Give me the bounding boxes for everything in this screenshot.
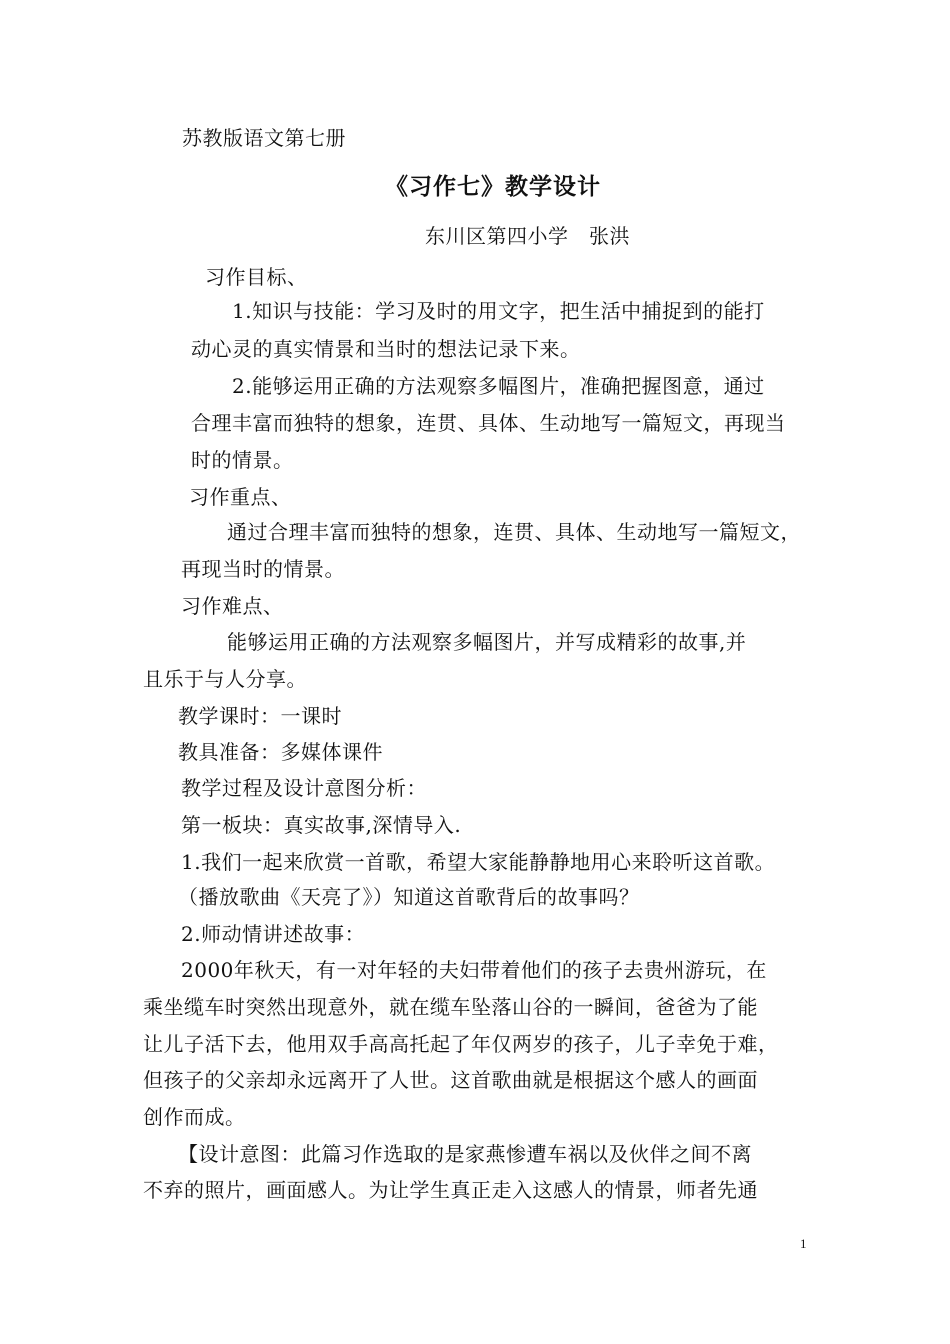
key-points-heading: 习作重点、 [189,485,292,509]
story-line-5: 创作而成。 [143,1105,246,1129]
step-1-line-2: （播放歌曲《天亮了》）知道这首歌背后的故事吗？ [178,885,640,909]
story-line-3: 让儿子活下去，他用双手高高托起了年仅两岁的孩子，儿子幸免于难， [143,1032,779,1056]
design-intent-line-1: 【设计意图：此篇习作选取的是家燕惨遭车祸以及伙伴之间不离 [178,1142,752,1166]
page-number: 1 [800,1236,807,1251]
key-points-line-2: 再现当时的情景。 [181,557,345,581]
objective-1-line-1: 1.知识与技能：学习及时的用文字，把生活中捕捉到的能打 [232,299,765,323]
book-label: 苏教版语文第七册 [182,126,346,150]
author-line: 东川区第四小学 张洪 [425,224,630,248]
objective-2-line-1: 2.能够运用正确的方法观察多幅图片，准确把握图意，通过 [232,374,765,398]
section-1-heading: 第一板块：真实故事,深情导入. [181,813,462,837]
difficulties-line-2: 且乐于与人分享。 [143,667,307,691]
difficulties-heading: 习作难点、 [181,594,284,618]
step-1-line-1: 1.我们一起来欣赏一首歌，希望大家能静静地用心来聆听这首歌。 [181,850,776,874]
story-line-2: 乘坐缆车时突然出现意外，就在缆车坠落山谷的一瞬间，爸爸为了能 [143,995,758,1019]
story-line-1: 2000年秋天，有一对年轻的夫妇带着他们的孩子去贵州游玩，在 [181,958,767,982]
objective-2-line-2: 合理丰富而独特的想象，连贯、具体、生动地写一篇短文，再现当 [191,411,786,435]
materials: 教具准备：多媒体课件 [178,740,383,764]
objective-1-line-2: 动心灵的真实情景和当时的想法记录下来。 [191,337,581,361]
key-points-line-1: 通过合理丰富而独特的想象，连贯、具体、生动地写一篇短文， [227,520,801,544]
design-intent-line-2: 不弃的照片，画面感人。为让学生真正走入这感人的情景，师者先通 [143,1178,758,1202]
class-hours: 教学课时：一课时 [178,704,342,728]
objective-2-line-3: 时的情景。 [191,448,294,472]
document-title: 《习作七》教学设计 [385,173,601,200]
difficulties-line-1: 能够运用正确的方法观察多幅图片，并写成精彩的故事,并 [227,630,747,654]
story-line-4: 但孩子的父亲却永远离开了人世。这首歌曲就是根据这个感人的画面 [143,1068,758,1092]
process-heading: 教学过程及设计意图分析： [181,776,427,800]
objectives-heading: 习作目标、 [205,265,308,289]
step-2: 2.师动情讲述故事： [181,922,366,946]
